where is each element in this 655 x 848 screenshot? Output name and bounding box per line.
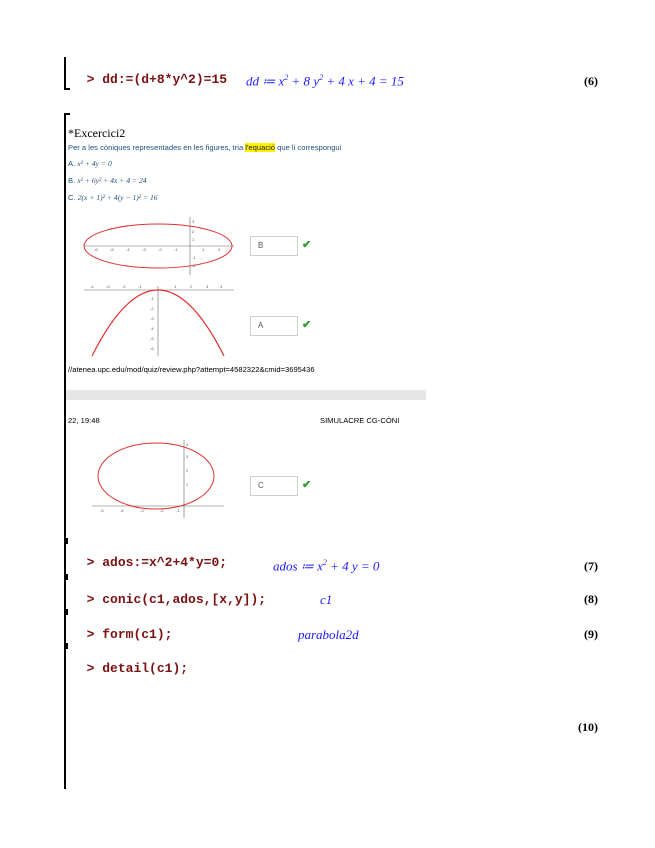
quiz-instruction <box>68 143 341 152</box>
svg-text:-2: -2 <box>150 306 154 311</box>
option-b-equation: x² + 6y² + 4x + 4 = 24 <box>77 176 147 185</box>
output-dd-exp-b: 2 <box>319 73 324 82</box>
instruction-text-1: Per a les còniques representades en les figures, tria <box>68 143 246 152</box>
svg-text:2: 2 <box>218 247 221 252</box>
svg-text:-3: -3 <box>142 247 146 252</box>
prompt-symbol: > <box>86 661 95 676</box>
svg-text:-2: -2 <box>158 247 162 252</box>
command-dd-text: dd:=(d+8*y^2)=15 <box>102 72 228 87</box>
quiz-image <box>66 120 426 532</box>
option-c-equation: 2(x + 1)² + 4(y − 1)² = 16 <box>77 193 158 202</box>
output-dd-lhs: dd <box>246 73 259 89</box>
command-detail[interactable] <box>71 646 188 676</box>
svg-text:1: 1 <box>202 247 205 252</box>
answer-box-2[interactable]: A <box>250 316 298 336</box>
svg-text:-1: -1 <box>138 284 142 289</box>
svg-text:3: 3 <box>186 454 189 459</box>
page-url: //atenea.upc.edu/mod/quiz/review.php?attempt=4582322&cmid=3695436 <box>68 365 315 374</box>
svg-text:4: 4 <box>186 442 189 447</box>
instruction-text-2: que li correspongui <box>275 143 342 152</box>
output-ados-assign: ≔ <box>300 558 314 574</box>
option-c <box>68 193 158 202</box>
output-dd-rest: + 4 x + 4 = 15 <box>326 73 404 89</box>
ellipse-curve <box>98 443 214 509</box>
answer-box-1[interactable]: B <box>250 236 298 256</box>
svg-text:4: 4 <box>220 284 223 289</box>
svg-text:-4: -4 <box>126 247 130 252</box>
output-dd-exp: 2 <box>284 73 289 82</box>
option-a-label: A. <box>68 159 76 168</box>
svg-text:2: 2 <box>186 468 189 473</box>
svg-text:1: 1 <box>192 237 195 242</box>
figure-ellipse-2 <box>90 438 226 518</box>
command-conic-text: conic(c1,ados,[x,y]); <box>102 592 267 607</box>
output-ados-rest: + 4 y = 0 <box>330 558 380 574</box>
command-ados-text: ados:=x^2+4*y=0; <box>102 555 228 570</box>
print-header: SIMULACRE CG-CÒNI <box>320 416 400 425</box>
equation-label-10: (10) <box>578 720 598 734</box>
check-icon: ✔ <box>302 479 312 491</box>
svg-text:-1: -1 <box>192 255 196 260</box>
prompt-symbol: > <box>86 627 95 642</box>
output-dd <box>246 73 404 89</box>
svg-text:-1: -1 <box>174 247 178 252</box>
equation-label-7: (7) <box>584 559 598 573</box>
quiz-title: *Excercici2 <box>68 126 126 140</box>
equation-label-9: (9) <box>584 627 598 641</box>
svg-text:-6: -6 <box>94 247 98 252</box>
page-separator <box>66 390 426 400</box>
svg-text:2: 2 <box>192 229 195 234</box>
svg-text:-3: -3 <box>140 508 144 513</box>
section-bracket-1-foot <box>64 88 70 90</box>
svg-text:1: 1 <box>186 482 189 487</box>
command-form[interactable] <box>71 612 172 642</box>
svg-text:-2: -2 <box>160 508 164 513</box>
output-dd-assign: ≔ <box>262 73 276 89</box>
output-dd-y: y <box>313 73 320 89</box>
svg-text:2: 2 <box>190 284 193 289</box>
svg-text:-1: -1 <box>176 508 180 513</box>
svg-text:3: 3 <box>192 219 195 224</box>
input-marker <box>64 574 68 580</box>
svg-text:-2: -2 <box>192 263 196 268</box>
prompt-symbol: > <box>86 592 95 607</box>
instruction-highlight: l'equació <box>245 143 276 152</box>
svg-text:-4: -4 <box>90 284 94 289</box>
prompt-symbol: > <box>86 72 95 87</box>
option-b-label: B. <box>68 176 76 185</box>
svg-text:-5: -5 <box>110 247 114 252</box>
input-marker <box>64 538 68 544</box>
output-dd-x: x <box>278 73 285 89</box>
svg-text:-1: -1 <box>150 296 154 301</box>
equation-label-8: (8) <box>584 592 598 606</box>
section-bracket-1 <box>64 57 66 90</box>
print-time: 22, 19:48 <box>68 416 100 425</box>
input-marker <box>64 609 68 615</box>
svg-text:-3: -3 <box>150 316 154 321</box>
svg-text:-6: -6 <box>150 346 154 351</box>
option-a <box>68 159 112 168</box>
output-ados <box>273 558 379 574</box>
check-icon: ✔ <box>302 239 312 251</box>
command-conic[interactable] <box>71 577 266 607</box>
command-ados[interactable] <box>71 540 227 570</box>
svg-text:3: 3 <box>206 284 209 289</box>
check-icon: ✔ <box>302 319 312 331</box>
svg-text:-5: -5 <box>150 336 154 341</box>
option-a-equation: x² + 4y = 0 <box>77 159 112 168</box>
option-c-label: C. <box>68 193 76 202</box>
section-bracket-2-top <box>64 113 70 115</box>
prompt-symbol: > <box>86 555 95 570</box>
equation-label-6: (6) <box>584 74 598 88</box>
svg-text:-4: -4 <box>150 326 154 331</box>
svg-text:1: 1 <box>174 284 177 289</box>
command-detail-text: detail(c1); <box>102 661 189 676</box>
svg-text:-2: -2 <box>122 284 126 289</box>
option-b <box>68 176 147 185</box>
svg-text:-3: -3 <box>106 284 110 289</box>
command-form-text: form(c1); <box>102 627 173 642</box>
svg-text:-5: -5 <box>100 508 104 513</box>
svg-text:-4: -4 <box>120 508 124 513</box>
command-dd[interactable] <box>71 57 227 87</box>
figure-ellipse-1 <box>80 215 236 277</box>
output-ados-x: x <box>317 558 323 574</box>
output-conic: c1 <box>320 592 333 607</box>
figure-parabola <box>80 284 236 356</box>
output-ados-exp: 2 <box>322 558 327 567</box>
input-marker <box>64 643 68 649</box>
answer-box-3[interactable]: C <box>250 476 298 496</box>
output-form: parabola2d <box>298 627 359 642</box>
output-dd-plus8: + 8 <box>291 73 311 89</box>
output-ados-lhs: ados <box>273 558 298 574</box>
